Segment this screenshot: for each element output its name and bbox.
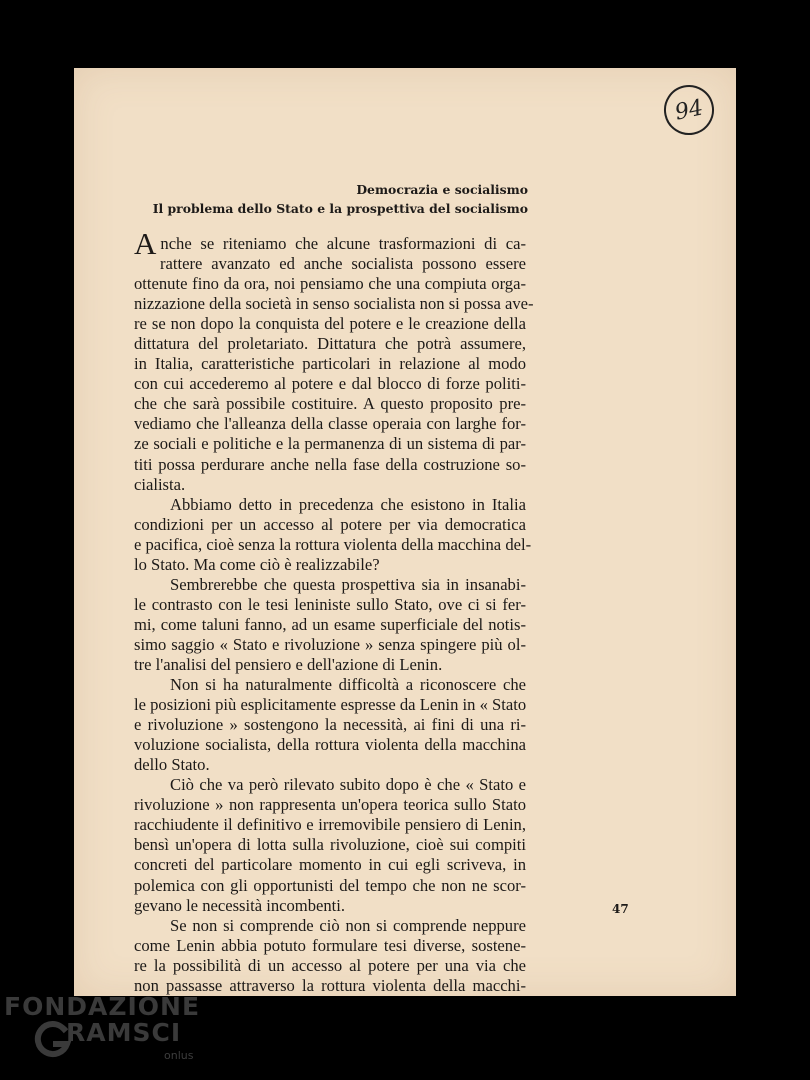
text-line: Se non si comprende ciò non si comprende neppure [170, 915, 526, 935]
logo-onlus: onlus [164, 1049, 194, 1062]
text-line: tre l'analisi del pensiero e dell'azione di Lenin. [134, 654, 443, 674]
text-line: Ciò che va però rilevato subito dopo è che « Stato e [170, 775, 526, 795]
text-line: cialista. [134, 474, 186, 494]
text-line: lo Stato. Ma come ciò è realizzabile? [134, 554, 380, 574]
text-line: simo saggio « Stato e rivoluzione » senza spingere più ol- [134, 634, 526, 654]
text-line-1: Anche se riteniamo che alcune trasformazioni di ca- [134, 226, 526, 261]
text-line: re se non dopo la conquista del potere e le creazione della [134, 314, 526, 334]
text-line: non passasse attraverso la rottura violenta della macchi- [134, 975, 526, 995]
text-line: Abbiamo detto in precedenza che esistono in Italia [170, 494, 526, 514]
text-line: titi possa perdurare anche nella fase della costruzione so- [134, 454, 526, 474]
text-line: condizioni per un accesso al potere per via democratica [134, 514, 526, 534]
handwritten-folio-number: 94 [659, 80, 718, 139]
text-line: dittatura del proletariato. Dittatura che potrà assumere, [134, 334, 526, 354]
text-line: nizzazione della società in senso socialista non si possa ave- [134, 294, 534, 314]
text-line: mi, come taluni fanno, ad un esame superficiale del notis- [134, 614, 526, 634]
text-line: re la possibilità di un accesso al potere per una via che [134, 955, 526, 975]
text-line: dello Stato. [134, 755, 210, 775]
text-line: Sembrerebbe che questa prospettiva sia in insanabi- [170, 574, 526, 594]
text-line: gevano le necessità incombenti. [134, 895, 346, 915]
text-line: con cui accederemo al potere e dal blocco di forze politi- [134, 374, 526, 394]
article-body [134, 226, 534, 996]
text-line: e rivoluzione » sostengono la necessità, ai fini di una ri- [134, 715, 526, 735]
fondazione-gramsci-logo [4, 992, 204, 1072]
text-line: bensì un'opera di lotta sulla rivoluzione, cioè sui compiti [134, 835, 526, 855]
text-line: polemica con gli opportunisti del tempo che non ne scor- [134, 875, 526, 895]
text-line: racchiudente il definitivo e irremovibile pensiero di Lenin, [134, 815, 526, 835]
logo-text-line2: RAMSCI [66, 1018, 182, 1047]
logo-text-line1: FONDAZIONE [4, 992, 201, 1021]
text-line: vediamo che l'alleanza della classe operaia con larghe for- [134, 414, 526, 434]
text-line: in Italia, caratteristiche particolari in relazione al modo [134, 354, 526, 374]
text-line: rivoluzione » non rappresenta un'opera teorica sullo Stato [134, 795, 526, 815]
section-headings [74, 180, 528, 218]
page-number: 47 [612, 902, 629, 916]
text-line: che che sarà possibile costituire. A questo proposito pre- [134, 394, 526, 414]
text-line: rattere avanzato ed anche socialista possono essere [160, 254, 526, 274]
drop-cap: A [134, 226, 157, 261]
text-line: concreti del particolare momento in cui egli scriveva, in [134, 855, 526, 875]
text-line: le contrasto con le tesi leniniste sullo Stato, ove ci si fer- [134, 594, 526, 614]
text-line: Non si ha naturalmente difficoltà a riconoscere che [170, 675, 526, 695]
section-subtitle: Il problema dello Stato e la prospettiva del socialismo [152, 201, 528, 216]
text-line: ottenute fino da ora, noi pensiamo che una compiuta orga- [134, 274, 526, 294]
text-line: ze sociali e politiche e la permanenza di un sistema di par- [134, 434, 526, 454]
text-line: e pacifica, cioè senza la rottura violenta della macchina del- [134, 534, 532, 554]
text-line: come Lenin abbia potuto formulare tesi diverse, sostene- [134, 935, 526, 955]
section-title: Democrazia e socialismo [356, 182, 528, 197]
text-line: voluzione socialista, della rottura violenta della macchina [134, 735, 526, 755]
text-line: le posizioni più esplicitamente espresse da Lenin in « Stato [134, 695, 527, 715]
